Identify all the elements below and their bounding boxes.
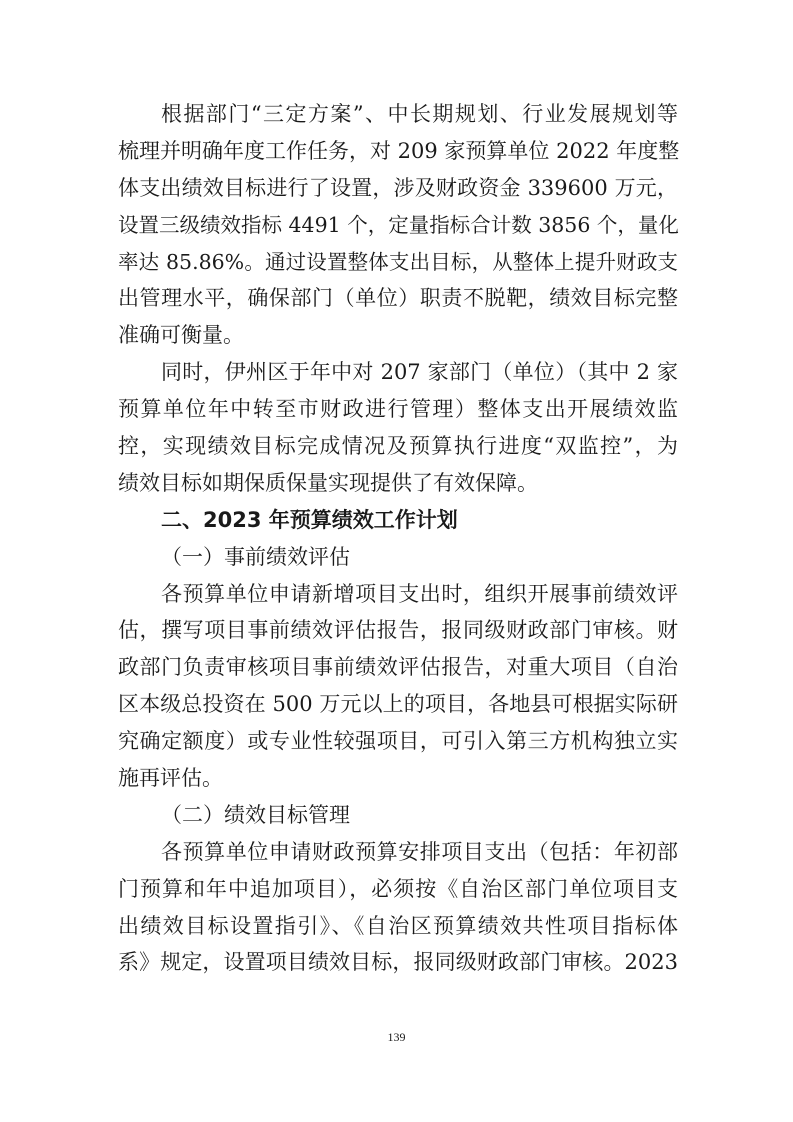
text-line: 率达 85.86%。通过设置整体支出目标，从整体上提升财政支 (118, 249, 678, 274)
text-line: 施再评估。 (118, 766, 223, 791)
document-body (118, 96, 678, 981)
subheading: （二）绩效目标管理 (161, 802, 350, 827)
text-line: 设置三级绩效指标 4491 个，定量指标合计数 3856 个，量化 (118, 212, 679, 237)
text-line: 各预算单位申请新增项目支出时，组织开展事前绩效评 (161, 581, 678, 606)
text-line: 门预算和年中追加项目），必须按《自治区部门单位项目支 (118, 876, 678, 901)
text-line: 出管理水平，确保部门（单位）职责不脱靶，绩效目标完整 (118, 286, 678, 311)
text-line: 政部门负责审核项目事前绩效评估报告，对重大项目（自治 (118, 655, 678, 680)
text-line: 区本级总投资在 500 万元以上的项目，各地县可根据实际研 (118, 692, 678, 717)
section-heading: 二、2023 年预算绩效工作计划 (161, 507, 458, 532)
text-line: 梳理并明确年度工作任务，对 209 家预算单位 2022 年度整 (118, 138, 680, 163)
paragraph (118, 834, 678, 982)
text-line: 各预算单位申请财政预算安排项目支出（包括：年初部 (161, 839, 678, 864)
text-line: 估，撰写项目事前绩效评估报告，报同级财政部门审核。财 (118, 618, 678, 643)
text-line: 体支出绩效目标进行了设置，涉及财政资金 339600 万元， (118, 175, 678, 200)
text-line: 系》规定，设置项目绩效目标，报同级财政部门审核。2023 (118, 950, 678, 975)
text-line: 绩效目标如期保质保量实现提供了有效保障。 (118, 470, 538, 495)
subheading: （一）事前绩效评估 (161, 544, 350, 569)
text-line: 控，实现绩效目标完成情况及预算执行进度“双监控”，为 (118, 434, 678, 459)
text-line: 究确定额度）或专业性较强项目，可引入第三方机构独立实 (118, 729, 678, 754)
text-line: 根据部门“三定方案”、中长期规划、行业发展规划等 (161, 102, 678, 126)
paragraph (118, 576, 678, 797)
paragraph (118, 96, 678, 354)
text-line: 同时，伊州区于年中对 207 家部门（单位）（其中 2 家 (161, 360, 678, 385)
text-line: 准确可衡量。 (118, 323, 244, 348)
text-line: 出绩效目标设置指引》、《自治区预算绩效共性项目指标体 (118, 913, 678, 938)
page-number: 139 (387, 1030, 406, 1044)
paragraph (118, 354, 678, 502)
text-line: 预算单位年中转至市财政进行管理）整体支出开展绩效监 (118, 397, 678, 422)
